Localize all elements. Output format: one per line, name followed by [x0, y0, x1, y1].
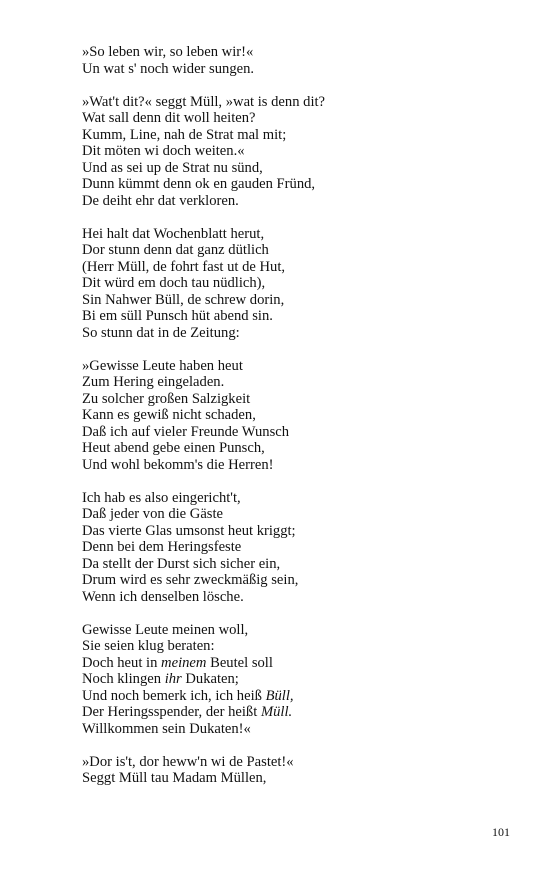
- poem-line: Daß ich auf vieler Freunde Wunsch: [82, 423, 290, 440]
- poem-text: [82, 44, 522, 787]
- stanza: [82, 358, 522, 474]
- emphasis: Büll,: [265, 687, 294, 704]
- poem-line: Und noch bemerk ich, ich heiß Büll,: [82, 687, 294, 704]
- stanza: [82, 94, 522, 210]
- emphasis: ihr: [164, 671, 182, 687]
- poem-line: Sie seien klug beraten:: [82, 638, 215, 654]
- poem-line: So stunn dat in de Zeitung:: [82, 324, 240, 341]
- poem-line: Gewisse Leute meinen woll,: [82, 621, 249, 638]
- poem-line: Sin Nahwer Büll, de schrew dorin,: [82, 291, 285, 308]
- poem-line: Dunn kümmt denn ok en gauden Fründ,: [82, 176, 316, 192]
- poem-line: Dit würd em doch tau nüdlich),: [82, 275, 266, 291]
- poem-line: »Gewisse Leute haben heut: [82, 357, 243, 374]
- poem-line: Da stellt der Durst sich sicher ein,: [82, 555, 281, 572]
- poem-line: Un wat s' noch wider sungen.: [82, 60, 255, 77]
- poem-line: (Herr Müll, de fohrt fast ut de Hut,: [82, 258, 286, 275]
- poem-line: Wenn ich denselben lösche.: [82, 588, 244, 605]
- poem-line: Und as sei up de Strat nu sünd,: [82, 159, 263, 176]
- poem-line: Dor stunn denn dat ganz dütlich: [82, 242, 269, 258]
- poem-line: Seggt Müll tau Madam Müllen,: [82, 770, 267, 786]
- poem-line: Dit möten wi doch weiten.«: [82, 143, 245, 159]
- poem-line: Wat sall denn dit woll heiten?: [82, 110, 256, 126]
- poem-line: Das vierte Glas umsonst heut kriggt;: [82, 522, 296, 539]
- stanza: [82, 490, 522, 606]
- poem-line: Kumm, Line, nah de Strat mal mit;: [82, 126, 287, 143]
- poem-line: Hei halt dat Wochenblatt herut,: [82, 225, 265, 242]
- poem-line: Willkommen sein Dukaten!«: [82, 720, 251, 737]
- poem-line: Zum Hering eingeladen.: [82, 374, 225, 390]
- poem-line: De deiht ehr dat verkloren.: [82, 192, 239, 209]
- poem-line: Noch klingen ihr Dukaten;: [82, 671, 239, 687]
- stanza: [82, 226, 522, 342]
- poem-line: Denn bei dem Heringsfeste: [82, 539, 242, 555]
- stanza: [82, 44, 522, 77]
- poem-line: Ich hab es also eingericht't,: [82, 489, 241, 506]
- poem-line: Der Heringsspender, der heißt Müll.: [82, 704, 293, 720]
- poem-line: »Dor is't, dor heww'n wi de Pastet!«: [82, 753, 294, 770]
- emphasis: meinem: [161, 654, 207, 671]
- poem-line: »So leben wir, so leben wir!«: [82, 44, 254, 60]
- poem-line: Drum wird es sehr zweckmäßig sein,: [82, 572, 299, 588]
- poem-line: Heut abend gebe einen Punsch,: [82, 440, 265, 456]
- poem-line: Bi em süll Punsch hüt abend sin.: [82, 308, 273, 324]
- stanza: [82, 754, 522, 787]
- poem-line: Zu solcher großen Salzigkeit: [82, 390, 251, 407]
- poem-line: Daß jeder von die Gäste: [82, 506, 224, 522]
- poem-line: Und wohl bekomm's die Herren!: [82, 456, 274, 473]
- poem-line: Kann es gewiß nicht schaden,: [82, 407, 256, 423]
- poem-line: »Wat't dit?« seggt Müll, »wat is denn dit?: [82, 93, 326, 110]
- emphasis: Müll.: [260, 704, 293, 720]
- poem-line: Doch heut in meinem Beutel soll: [82, 654, 273, 671]
- stanza: [82, 622, 522, 738]
- page-number: 101: [492, 825, 510, 839]
